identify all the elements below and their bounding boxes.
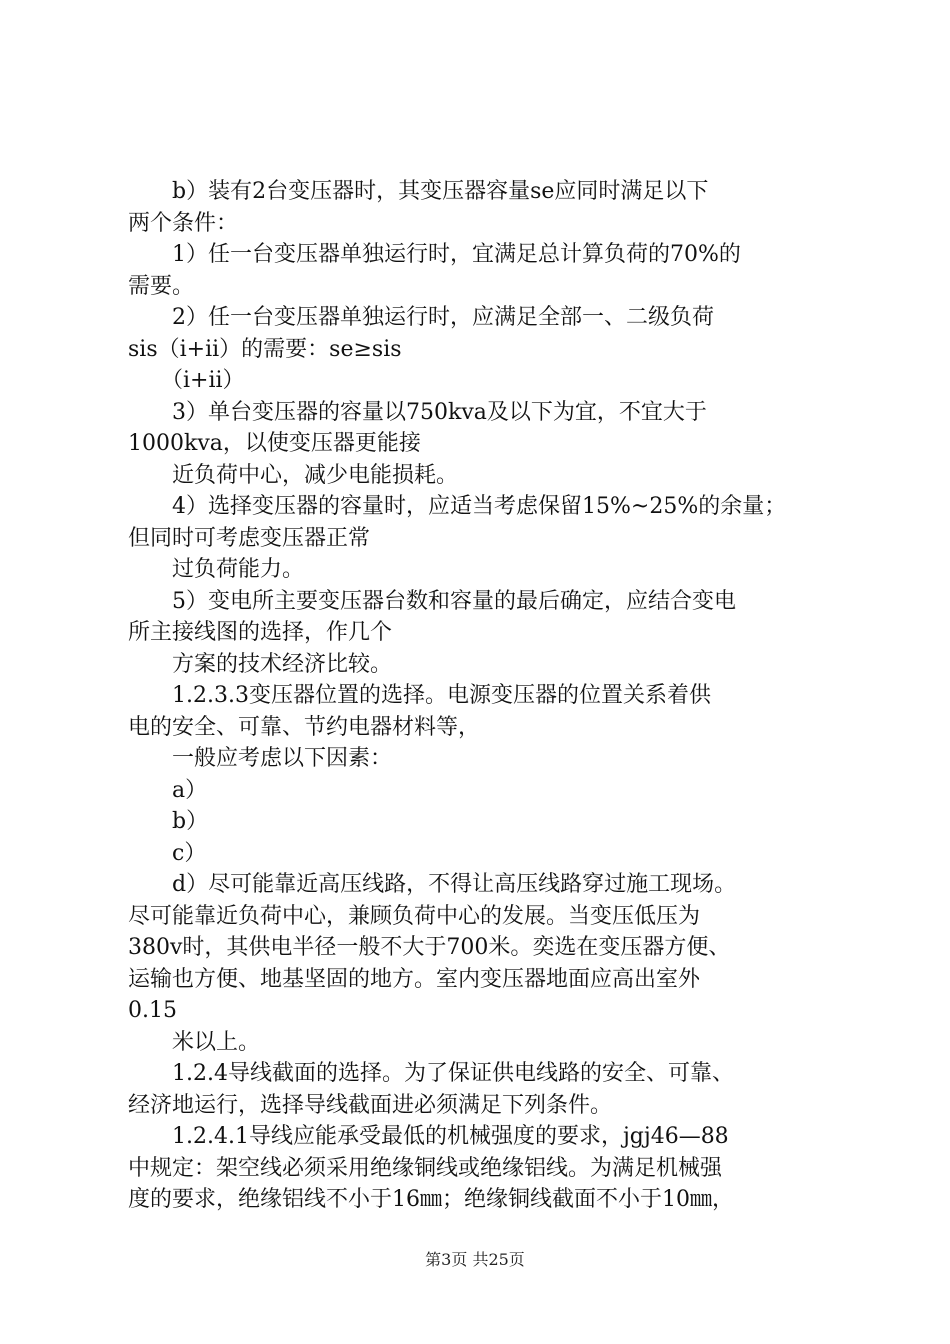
text-line: 1）任一台变压器单独运行时，宜满足总计算负荷的70%的 xyxy=(128,242,741,267)
text-line: 1.2.3.3变压器位置的选择。电源变压器的位置关系着供 xyxy=(128,683,711,708)
text-line: 一般应考虑以下因素： xyxy=(128,746,393,771)
text-line: 但同时可考虑变压器正常 xyxy=(128,525,371,551)
text-line: b）装有2台变压器时，其变压器容量se应同时满足以下 xyxy=(128,179,709,204)
text-line: 380v时，其供电半径一般不大于700米。奕选在变压器方便、 xyxy=(128,935,731,960)
text-line: 运输也方便、地基坚固的地方。室内变压器地面应高出室外 xyxy=(128,966,701,992)
text-line: a） xyxy=(128,777,208,803)
text-line: b） xyxy=(128,809,209,834)
text-line: 近负荷中心，减少电能损耗。 xyxy=(128,462,459,488)
text-line: 需要。 xyxy=(128,273,195,299)
text-line: 1.2.4导线截面的选择。为了保证供电线路的安全、可靠、 xyxy=(128,1061,734,1086)
text-line: 0.15 xyxy=(128,998,177,1023)
text-line: 度的要求，绝缘铝线不小于16㎜；绝缘铜线截面不小于10㎜， xyxy=(128,1187,734,1212)
text-line: 1.2.4.1导线应能承受最低的机械强度的要求，jgj46—88 xyxy=(128,1124,729,1149)
text-line: （i+ii） xyxy=(128,368,245,393)
text-line: 两个条件： xyxy=(128,210,239,236)
text-line: c） xyxy=(128,840,207,866)
text-line: sis（i+ii）的需要：se≥sis xyxy=(128,336,402,362)
text-line: 1000kva，以使变压器更能接 xyxy=(128,431,421,456)
text-line: 方案的技术经济比较。 xyxy=(128,651,393,677)
text-line: 所主接线图的选择，作几个 xyxy=(128,620,393,645)
text-line: 过负荷能力。 xyxy=(128,557,305,582)
text-line: 经济地运行，选择导线截面进必须满足下列条件。 xyxy=(128,1092,613,1118)
text-line: 3）单台变压器的容量以750kva及以下为宜，不宜大于 xyxy=(128,399,707,425)
text-line: 5）变电所主要变压器台数和容量的最后确定，应结合变电 xyxy=(128,588,736,614)
document-body xyxy=(128,176,844,1216)
text-line: 米以上。 xyxy=(128,1029,261,1055)
text-line: 尽可能靠近负荷中心，兼顾负荷中心的发展。当变压低压为 xyxy=(128,903,701,929)
text-line: d）尽可能靠近高压线路，不得让高压线路穿过施工现场。 xyxy=(128,872,737,897)
text-line: 4）选择变压器的容量时，应适当考虑保留15%~25%的余量； xyxy=(128,494,787,519)
text-line: 电的安全、可靠、节约电器材料等， xyxy=(128,714,481,740)
text-line: 2）任一台变压器单独运行时，应满足全部一、二级负荷 xyxy=(128,305,714,330)
page-number-footer: 第3页 共25页 xyxy=(425,1250,525,1269)
text-line: 中规定：架空线必须采用绝缘铜线或绝缘铝线。为满足机械强 xyxy=(128,1155,723,1181)
